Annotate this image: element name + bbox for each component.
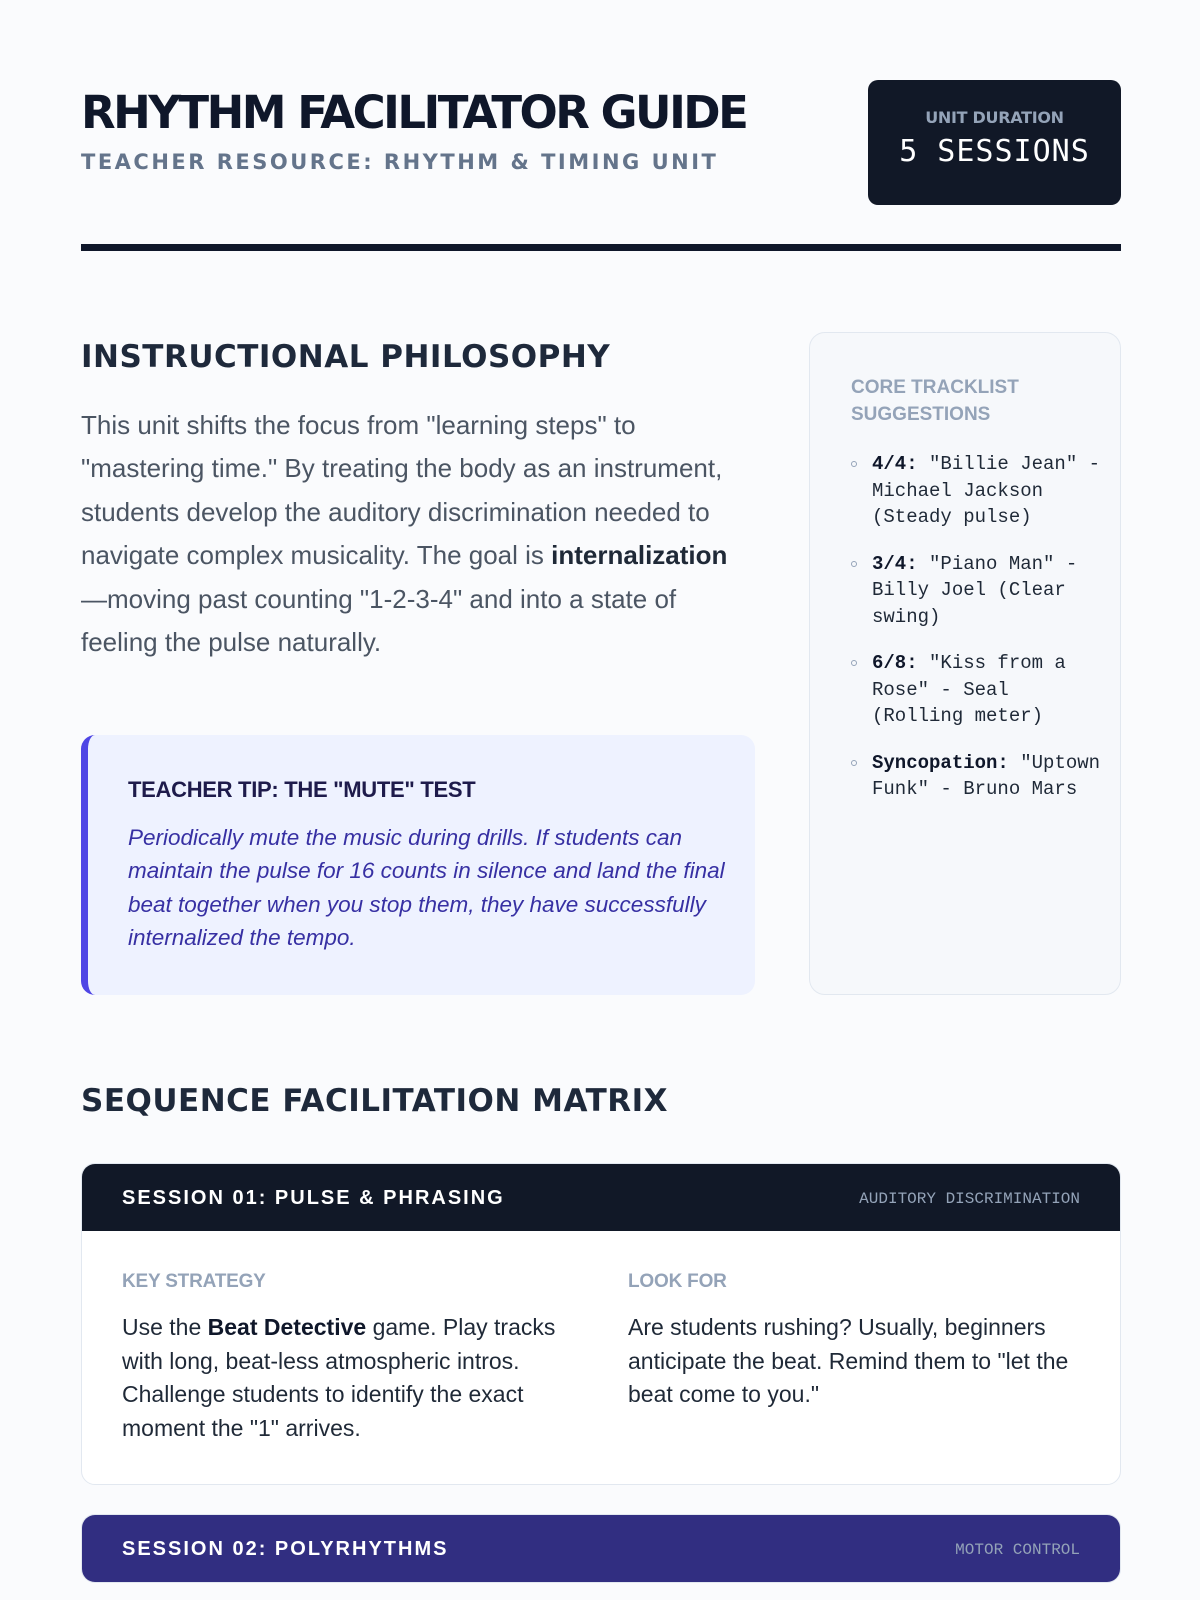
track-text: "Uptown Funk" - Bruno Mars <box>872 751 1101 800</box>
session-header <box>82 1164 1120 1231</box>
tracklist-panel <box>809 332 1121 995</box>
strategy-text-part: Use the <box>122 1314 208 1340</box>
page-header <box>81 80 1121 210</box>
tracklist <box>851 451 1107 823</box>
lookfor-text: Are students rushing? Usually, beginners anticipate the beat. Remind them to "let the beat come to you." <box>628 1314 1069 1407</box>
session-title: SESSION 01: PULSE & PHRASING <box>122 1187 505 1209</box>
track-meter: 6/8: <box>872 652 918 674</box>
track-meter: 3/4: <box>872 552 918 575</box>
strategy-text <box>122 1311 582 1445</box>
session-header <box>82 1515 1120 1582</box>
session-tag: AUDITORY DISCRIMINATION <box>859 1190 1080 1208</box>
list-item <box>851 451 1107 531</box>
tip-body: Periodically mute the music during drills. If students can maintain the pulse for 16 counts in silence and land the final beat together when you stop them, they have successfully internalized the tempo. <box>128 825 725 950</box>
lookfor-label: LOOK FOR <box>628 1271 727 1292</box>
list-item <box>851 750 1107 803</box>
philosophy-text-emphasis: internalization <box>551 540 728 571</box>
strategy-text-emphasis: Beat Detective <box>207 1314 367 1340</box>
duration-label: UNIT DURATION <box>925 108 1064 127</box>
list-item <box>851 650 1107 730</box>
philosophy-text <box>81 404 751 664</box>
session-card <box>81 1514 1121 1583</box>
teacher-tip-callout <box>81 735 755 995</box>
bullet-icon <box>851 461 857 467</box>
unit-duration-badge <box>868 80 1121 205</box>
bullet-icon <box>851 561 857 567</box>
philosophy-text-part: This unit shifts the focus from "learning steps" to "mastering time." By treating the body as an instrument, students develop the auditory discrimination needed to navigate complex musicality. The goal is <box>81 410 723 571</box>
strategy-label: KEY STRATEGY <box>122 1271 266 1292</box>
tip-title: TEACHER TIP: THE "MUTE" TEST <box>128 777 476 802</box>
philosophy-text-part: —moving past counting "1-2-3-4" and into a state of feeling the pulse naturally. <box>81 583 677 658</box>
track-text: "Billie Jean" - Michael Jackson (Steady pulse) <box>872 453 1101 528</box>
strategy-text-part: game. Play tracks with long, beat-less atmospheric intros. Challenge students to identify the exact moment the "1" arrives. <box>122 1314 556 1441</box>
tracklist-title: CORE TRACKLIST SUGGESTIONS <box>851 377 1019 425</box>
track-meter: 4/4: <box>872 453 918 475</box>
bullet-icon <box>851 760 857 766</box>
track-meter: Syncopation: <box>872 751 1009 774</box>
page-title: RHYTHM FACILITATOR GUIDE <box>81 86 747 139</box>
session-card <box>81 1163 1121 1485</box>
session-title: SESSION 02: POLYRHYTHMS <box>122 1538 449 1560</box>
track-text: "Kiss from a Rose" - Seal (Rolling meter) <box>872 652 1066 727</box>
page-subtitle: TEACHER RESOURCE: RHYTHM & TIMING UNIT <box>81 150 719 174</box>
session-tag: MOTOR CONTROL <box>955 1541 1080 1559</box>
matrix-heading: SEQUENCE FACILITATION MATRIX <box>81 1083 669 1119</box>
philosophy-heading: INSTRUCTIONAL PHILOSOPHY <box>81 339 611 375</box>
bullet-icon <box>851 660 857 666</box>
session-body <box>82 1231 1120 1484</box>
track-text: "Piano Man" - Billy Joel (Clear swing) <box>872 552 1078 628</box>
list-item <box>851 551 1107 631</box>
duration-value: 5 SESSIONS <box>899 134 1090 169</box>
header-divider <box>81 244 1121 251</box>
